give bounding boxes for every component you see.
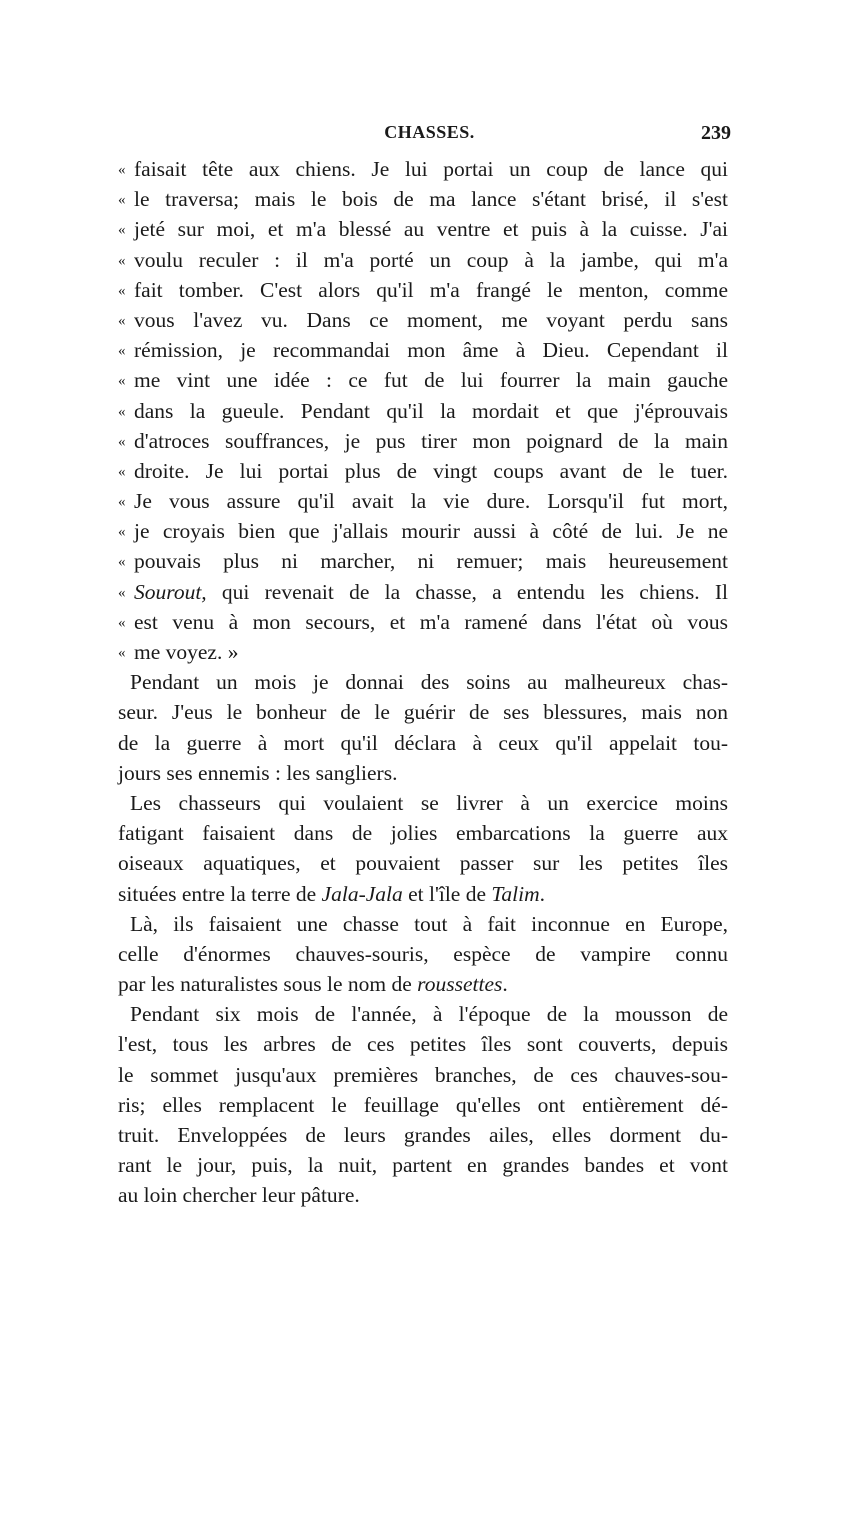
quote-line: « droite. Je lui portai plus de vingt coups avant de le tuer. bbox=[118, 456, 728, 486]
guillemet: « bbox=[118, 524, 126, 541]
quote-line: « me vint une idée : ce fut de lui fourrer la main gauche bbox=[118, 365, 728, 395]
quote-line: « me voyez. » bbox=[118, 637, 728, 667]
italic-term-roussettes: roussettes bbox=[417, 972, 503, 997]
guillemet: « bbox=[118, 433, 126, 450]
quote-line: « d'atroces souffrances, je pus tirer mon poignard de la main bbox=[118, 426, 728, 456]
italic-place-talim: Talim bbox=[491, 881, 540, 906]
paragraph-3: Là, ils faisaient une chasse tout à fait inconnue en Europe, celle d'énormes chauves-souris, espèce de vampire connu par les naturalistes sous le nom de roussettes. bbox=[118, 911, 728, 997]
guillemet: « bbox=[118, 252, 126, 269]
quote-line: « Je vous assure qu'il avait la vie dure. Lorsqu'il fut mort, bbox=[118, 486, 728, 516]
guillemet: « bbox=[118, 645, 126, 661]
italic-name-sourout: Sourout, bbox=[134, 579, 207, 604]
running-head bbox=[128, 118, 731, 148]
guillemet: « bbox=[118, 584, 126, 601]
body-text bbox=[118, 154, 728, 1211]
running-title: CHASSES. bbox=[384, 122, 475, 142]
quote-line: « je croyais bien que j'allais mourir aussi à côté de lui. Je ne bbox=[118, 516, 728, 546]
guillemet: « bbox=[118, 373, 126, 390]
paragraph-4: Pendant six mois de l'année, à l'époque de la mousson de l'est, tous les arbres de ces petites îles sont couverts, depuis le sommet jusqu'aux premières branches, de ces chauves-sou- ris; elles remplacent le feuillage qu'elles ont entièrement dé- truit. Enveloppées de leurs grandes ailes, elles dorment du- rant le jour, puis, la nuit, partent en grandes bandes et vont au loin chercher leur pâture. bbox=[118, 1002, 728, 1208]
guillemet: « bbox=[118, 312, 126, 329]
guillemet: « bbox=[118, 463, 126, 480]
guillemet: « bbox=[118, 343, 126, 360]
page-number: 239 bbox=[701, 122, 731, 144]
guillemet: « bbox=[118, 222, 126, 239]
quote-line: « vous l'avez vu. Dans ce moment, me voyant perdu sans bbox=[118, 305, 728, 335]
quote-line: « dans la gueule. Pendant qu'il la mordait et que j'éprouvais bbox=[118, 396, 728, 426]
quote-line: « voulu reculer : il m'a porté un coup à la jambe, qui m'a bbox=[118, 245, 728, 275]
quote-line: « rémission, je recommandai mon âme à Dieu. Cependant il bbox=[118, 335, 728, 365]
quote-line: « jeté sur moi, et m'a blessé au ventre et puis à la cuisse. J'ai bbox=[118, 214, 728, 244]
italic-place-jala-jala: Jala-Jala bbox=[321, 881, 403, 906]
paragraph-1: Pendant un mois je donnai des soins au malheureux chas- seur. J'eus le bonheur de le guérir de ses blessures, mais non de la guerre à mort qu'il déclara à ceux qu'il appelait tou- jours ses ennemis : les sangliers. bbox=[118, 670, 728, 785]
guillemet: « bbox=[118, 403, 126, 420]
guillemet: « bbox=[118, 554, 126, 571]
guillemet: « bbox=[118, 494, 126, 511]
quote-line: « fait tomber. C'est alors qu'il m'a frangé le menton, comme bbox=[118, 275, 728, 305]
paragraph-2: Les chasseurs qui voulaient se livrer à un exercice moins fatigant faisaient dans de jolies embarcations la guerre aux oiseaux aquatiques, et pouvaient passer sur les petites îles situées entre la terre de Jala-Jala et l'île de Talim. bbox=[118, 790, 728, 906]
guillemet: « bbox=[118, 192, 126, 209]
guillemet: « bbox=[118, 162, 126, 178]
quote-line: « pouvais plus ni marcher, ni remuer; mais heureusement bbox=[118, 546, 728, 576]
quote-line: « est venu à mon secours, et m'a ramené dans l'état où vous bbox=[118, 607, 728, 637]
quote-line: « faisait tête aux chiens. Je lui portai un coup de lance qui bbox=[118, 154, 728, 184]
guillemet: « bbox=[118, 614, 126, 631]
quoted-narrative bbox=[118, 154, 728, 667]
guillemet: « bbox=[118, 282, 126, 299]
quote-line: « Sourout, qui revenait de la chasse, a entendu les chiens. Il bbox=[118, 577, 728, 607]
quote-line: « le traversa; mais le bois de ma lance s'étant brisé, il s'est bbox=[118, 184, 728, 214]
